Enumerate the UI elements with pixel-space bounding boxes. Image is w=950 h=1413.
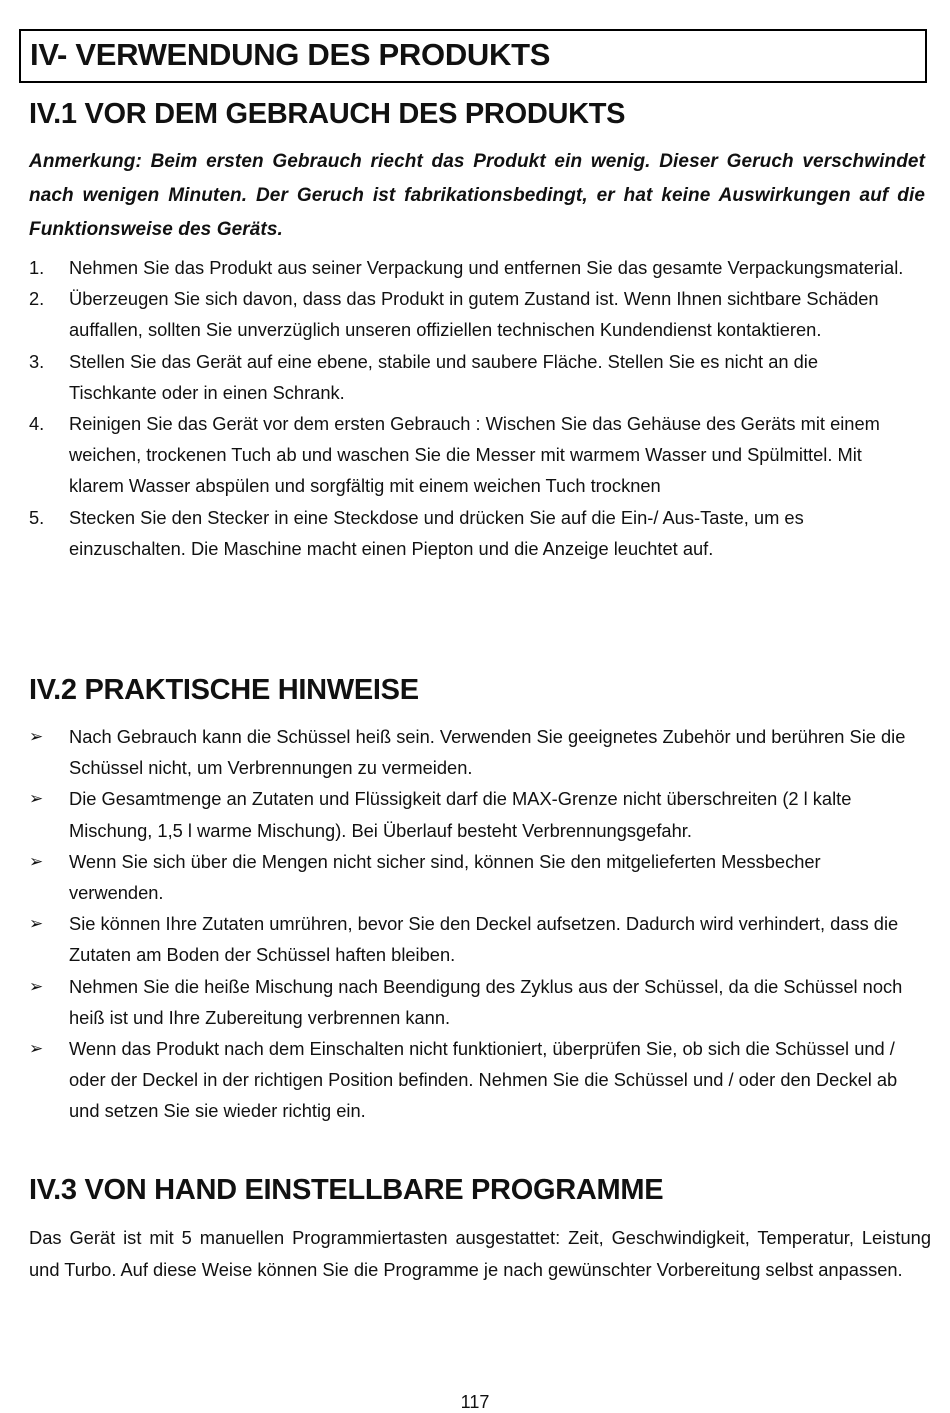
page-title: IV- VERWENDUNG DES PRODUKTS [30,37,551,72]
section-2-heading: IV.2 PRAKTISCHE HINWEISE [29,674,419,706]
arrow-bullet-icon: ➢ [29,789,44,809]
section-1-heading: IV.1 VOR DEM GEBRAUCH DES PRODUKTS [29,98,626,130]
manual-programs-description: Das Gerät ist mit 5 manuellen Programmiertasten ausgestattet: Zeit, Geschwindigkeit, Temperatur, Leistung und Turbo. Auf diese Weise können Sie die Programme je nach gewünschter Vorbereitung selbst anpassen. [29,1227,931,1280]
tip-text: Die Gesamtmenge an Zutaten und Flüssigkeit darf die MAX-Grenze nicht überschreiten (2 l kalte Mischung, 1,5 l warme Mischung). Bei Überlauf besteht Verbrennungsgefahr. [69,788,852,841]
tip-text: Wenn das Produkt nach dem Einschalten nicht funktioniert, überprüfen Sie, ob sich die Schüssel und / oder der Deckel in der richtigen Position befinden. Nehmen Sie die Schüssel und / oder den Deckel ab und setzen Sie sie wieder richtig ein. [69,1038,898,1122]
step-item [29,346,909,408]
step-number: 4. [29,413,45,435]
tip-item [29,971,909,1033]
step-number: 5. [29,506,45,528]
arrow-bullet-icon: ➢ [29,976,44,996]
step-text: Stellen Sie das Gerät auf eine ebene, stabile und saubere Fläche. Stellen Sie es nicht an die Tischkante oder in einen Schrank. [69,350,819,403]
arrow-bullet-icon: ➢ [29,1039,44,1059]
tip-item [29,846,909,908]
arrow-bullet-icon: ➢ [29,914,44,934]
step-item [29,408,909,502]
tip-item [29,908,909,970]
tip-item [29,721,909,783]
section-3-heading: IV.3 VON HAND EINSTELLBARE PROGRAMME [29,1174,664,1206]
step-item [29,252,909,283]
arrow-bullet-icon: ➢ [29,851,44,871]
page-title-box [19,29,927,83]
practical-tips-list [29,721,909,1127]
tip-text: Sie können Ihre Zutaten umrühren, bevor Sie den Deckel aufsetzen. Dadurch wird verhindert, dass die Zutaten am Boden der Schüssel haften bleiben. [69,913,899,966]
step-number: 2. [29,288,45,310]
tip-item [29,783,909,845]
tip-text: Wenn Sie sich über die Mengen nicht sicher sind, können Sie den mitgelieferten Messbecher verwenden. [69,850,821,904]
step-item [29,283,909,345]
usage-note: Anmerkung: Beim ersten Gebrauch riecht das Produkt ein wenig. Dieser Geruch verschwindet nach wenigen Minuten. Der Geruch ist fabrikationsbedingt, er hat keine Auswirkungen auf die Funktionsweise des Geräts. [29,151,925,240]
step-text: Reinigen Sie das Gerät vor dem ersten Gebrauch : Wischen Sie das Gehäuse des Geräts mit einem weichen, trockenen Tuch ab und waschen Sie die Messer mit warmem Wasser und Spülmittel. Mit klarem Wasser abspülen und sorgfältig mit einem weichen Tuch trocknen [69,413,880,497]
step-number: 3. [29,350,45,372]
tip-text: Nach Gebrauch kann die Schüssel heiß sein. Verwenden Sie geeignetes Zubehör und berühren Sie die Schüssel nicht, um Verbrennungen zu vermeiden. [69,726,906,779]
preparation-steps-list [29,252,909,564]
step-text: Stecken Sie den Stecker in eine Steckdose und drücken Sie auf die Ein-/ Aus-Taste, um es einzuschalten. Die Maschine macht einen Piepton und die Anzeige leuchtet auf. [69,506,804,559]
tip-text: Nehmen Sie die heiße Mischung nach Beendigung des Zyklus aus der Schüssel, da die Schüssel noch heiß ist und Ihre Zubereitung verbrennen kann. [69,975,903,1028]
step-text: Nehmen Sie das Produkt aus seiner Verpackung und entfernen Sie das gesamte Verpackungsmaterial. [69,257,904,278]
step-text: Überzeugen Sie sich davon, dass das Produkt in gutem Zustand ist. Wenn Ihnen sichtbare Schäden auffallen, sollten Sie unverzüglich unseren offiziellen technischen Kundendienst kontaktieren. [69,288,879,341]
step-number: 1. [29,257,45,278]
arrow-bullet-icon: ➢ [29,727,44,746]
step-item [29,502,909,564]
tip-item [29,1033,909,1127]
page-number: 117 [460,1392,490,1412]
